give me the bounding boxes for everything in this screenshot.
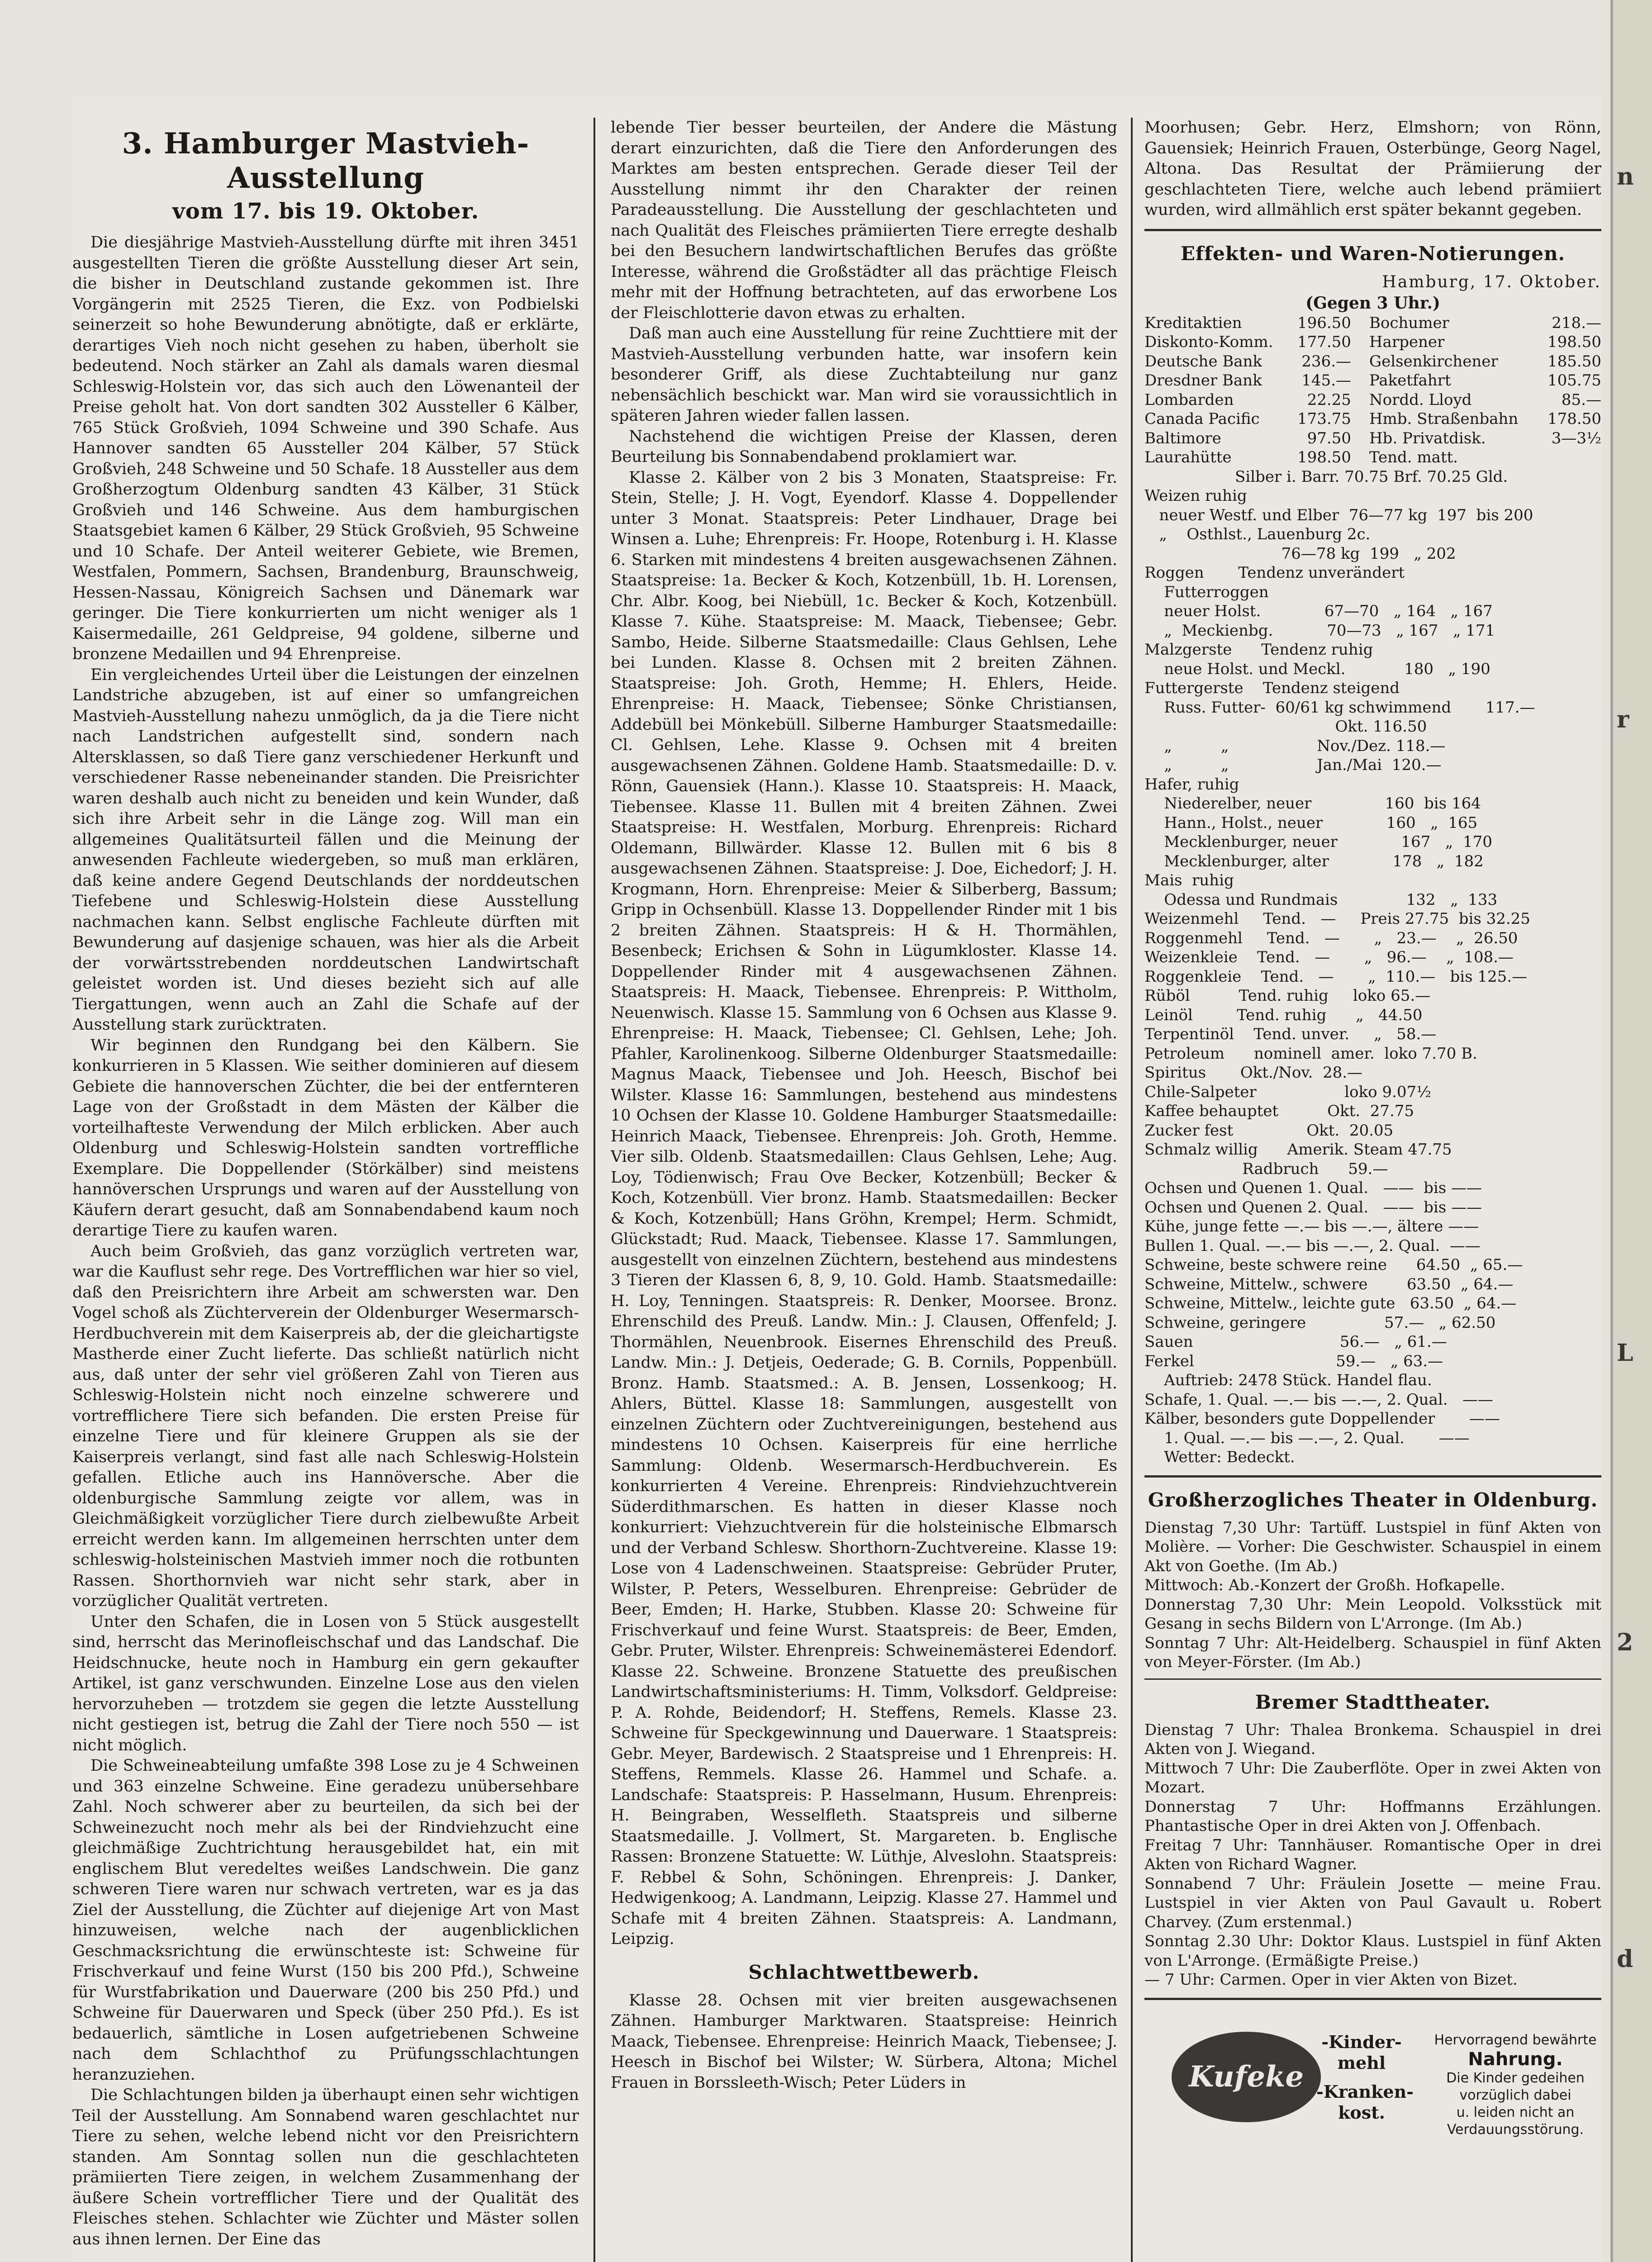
article-paragraph: Die Schweineabteilung umfaßte 398 Lose zu je 4 Schweinen und 363 einzelne Schweine. Eine geradezu unübersehbare Zahl. Noch schwerer aber zu beurteilen, da sich bei der Schweinezucht noch mehr als bei der Rindviehzucht eine gleichmäßige Zuchtrichtung herausgebildet hat, ein mit englischem Blut veredeltes weißes Landschwein. Die ganz schweren Tiere waren nur schwach vertreten, war es ja das Ziel der Ausstellung, die Züchter auf diejenige Art von Mast hinzuweisen, welche nach der augenblicklichen Geschmacksrichtung die erwünschteste ist: Schweine für Frischverkauf und feine Wurst (150 bis 200 Pfd.), Schweine für Wurstfabrikation und Dauerware (200 bis 250 Pfd.) und Schweine für Dauerwaren und Speck (über 250 Pfd.). Es ist bedauerlich, sämtliche in Losen aufgetriebenen Schweine nach dem Schlachthof zu Prüfungsschlachtungen heranzuziehen. [72, 1757, 579, 2084]
margin-mark: d [1617, 1945, 1633, 1973]
schlacht-text: Klasse 28. Ochsen mit vier breiten ausgewachsenen Zähnen. Hamburger Marktwaren. Staatspreise: Heinrich Maack, Tiebensee. Ehrenpreise: Heinrich Maack, Tiebensee; J. Heesch in Bischof bei Wilster; W. Sürbera, Altona; Michel Frauen in Borssleeth-Wisch; Peter Lüders in [611, 1991, 1117, 2092]
column-rule [1131, 118, 1133, 2262]
page-fold [1610, 0, 1613, 2262]
article-paragraph: Die Schlachtungen bilden ja überhaupt einen sehr wichtigen Teil der Ausstellung. Am Sonnabend waren geschlachtet nur Tiere zu sehen, welche lebend nicht vor den Preisrichtern standen. Am Sonntag sollen nun die geschlachteten prämiierten Tiere zeigen, in welchem Zusammenhang der äußere Schein vortrefflicher Tiere und der Qualität des Fleisches stehen. Schlachter wie Züchter und Mäster sollen aus ihnen lernen. Der Eine das [72, 2086, 579, 2248]
quotes-date: Hamburg, 17. Oktober. [1382, 272, 1601, 291]
ad-word-krankenkost: -Kranken- kost. [1316, 2081, 1414, 2123]
table-row: Canada Pacific 173.75 Hmb. Straßenbahn 178.50 [1144, 410, 1601, 428]
section-divider [1144, 1678, 1601, 1680]
table-row: Baltimore 97.50 Hb. Privatdisk. 3—3½ [1144, 429, 1601, 447]
section-divider [1144, 229, 1601, 231]
article-paragraph: Unter den Schafen, die in Losen von 5 Stück ausgestellt sind, herrscht das Merinofleischschaf und das Landschaf. Die Heidschnucke, heute noch in Hamburg ein gern gekaufter Artikel, ist ganz verschwunden. Einzelne Lose aus den vielen hervorzuheben — trotzdem sie gegen die letzte Ausstellung nicht gestiegen ist, betrug die Zahl der Tiere noch 550 — ist nicht möglich. [72, 1612, 579, 1754]
section-divider [1144, 1998, 1601, 2000]
article-subtitle: vom 17. bis 19. Oktober. [172, 199, 479, 224]
article-paragraph: Nachstehend die wichtigen Preise der Klassen, deren Beurteilung bis Sonnabendabend proklamiert war. [611, 427, 1117, 466]
margin-mark: L [1617, 1339, 1633, 1367]
margin-mark: 2 [1617, 1629, 1633, 1656]
column-1 [72, 118, 579, 2262]
newspaper-page [72, 95, 1601, 2262]
theater1-program: Dienstag 7,30 Uhr: Tartüff. Lustspiel in fünf Akten von Molière. — Vorher: Die Geschwister. Schauspiel in einem Akt von Goethe. (Im Ab.) Mittwoch: Ab.-Konzert der Großh. Hofkapelle. Donnerstag 7,30 Uhr: Mein Leopold. Volksstück mit Gesang in sechs Bildern von L'Arronge. (Im Ab.) Sonntag 7 Uhr: Alt-Heidelberg. Schauspiel in fünf Akten von Meyer-Förster. (Im Ab.) [1144, 1518, 1601, 1671]
theater2-program: Dienstag 7 Uhr: Thalea Bronkema. Schauspiel in drei Akten von J. Wiegand. Mittwoch 7 Uhr: Die Zauberflöte. Oper in zwei Akten von Mozart. Donnerstag 7 Uhr: Hoffmanns Erzählungen. Phantastische Oper in drei Akten von J. Offenbach. Freitag 7 Uhr: Tannhäuser. Romantische Oper in drei Akten von Richard Wagner. Sonnabend 7 Uhr: Fräulein Josette — meine Frau. Lustspiel in vier Akten von Paul Gavault u. Robert Charvey. (Zum erstenmal.) Sonntag 2.30 Uhr: Doktor Klaus. Lustspiel in fünf Akten von L'Arronge. (Ermäßigte Preise.) — 7 Uhr: Carmen. Oper in vier Akten von Bizet. [1144, 1720, 1601, 1989]
ad-text [1429, 2032, 1601, 2138]
kufeke-advertisement [1144, 2027, 1601, 2138]
article-paragraph: Die diesjährige Mastvieh-Ausstellung dürfte mit ihren 3451 ausgestellten Tieren die größte Ausstellung dieser Art sein, die bisher in Deutschland zustande gekommen ist. Ihre Vorgängerin mit 2525 Tieren, die Exz. von Podbielski seinerzeit so hohe Bewunderung abnötigte, daß er erklärte, derartiges Vieh noch nicht gesehen zu haben, überholt sie bedeutend. Noch stärker an Zahl als damals waren diesmal Schleswig-Holstein vor, das sich auch den Löwenanteil der Preise geholt hat. Von dort sandten 302 Aussteller 6 Kälber, 765 Stück Großvieh, 1094 Schweine und 390 Schafe. Aus Hannover sandten 65 Aussteller 204 Kälber, 57 Stück Großvieh, 248 Schweine und 50 Schafe. 18 Aussteller aus dem Großherzogtum Oldenburg sandten 43 Kälber, 31 Stück Großvieh und 146 Schweine. Aus dem hamburgischen Staatsgebiet kamen 6 Kälber, 29 Stück Großvieh, 95 Schweine und 10 Schafe. Der Anteil weiterer Gebiete, wie Bremen, Westfalen, Pommern, Sachsen, Brandenburg, Braunschweig, Hessen-Nassau, Königreich Sachsen und Dänemark war geringer. Die Tiere konkurrierten um nicht weniger als 1 Kaisermedaille, 261 Geldpreise, 94 goldene, silberne und bronzene Medaillen und 94 Ehrenpreise. [72, 233, 579, 663]
schlacht-title: Schlachtwettbewerb. [748, 1961, 980, 1983]
table-row: Diskonto-Komm. 177.50 Harpener 198.50 [1144, 333, 1601, 351]
column-3 [1144, 118, 1601, 2262]
article-title: 3. Hamburger Mastvieh-Ausstellung [122, 127, 530, 195]
adjacent-page-edge [1610, 0, 1652, 2262]
prize-list: Klasse 2. Kälber von 2 bis 3 Monaten, Staatspreise: Fr. Stein, Stelle; J. H. Vogt, Eyendorf. Klasse 4. Doppellender unter 3 Monat. Staatspreis: Peter Lindhauer, Drage bei Winsen a. Luhe; Ehrenpreis: Fr. Hoope, Rotenburg i. H. Klasse 6. Starken mit mindestens 4 breiten ausgewachsenen Zähnen. Staatspreise: 1a. Becker & Koch, Kotzenbüll, 1b. H. Lorensen, Chr. Albr. Koog, bei Niebüll, 1c. Becker & Koch, Kotzenbüll. Klasse 7. Kühe. Staatspreise: M. Maack, Tiebensee; Gebr. Sambo, Heide. Silberne Staatsmedaille: Claus Gehlsen, Lehe bei Lunden. Klasse 8. Ochsen mit 2 breiten Zähnen. Staatspreise: Joh. Groth, Hemme; H. Ehlers, Heide. Ehrenpreise: H. Maack, Tiebensee; Sönke Christiansen, Addebüll bei Mönkebüll. Silberne Hamburger Staatsmedaille: Cl. Gehlsen, Lehe. Klasse 9. Ochsen mit 4 breiten ausgewachsenen Zähnen. Goldene Hamb. Staatsmedaille: D. v. Rönn, Gauensiek (Hann.). Klasse 10. Staatspreis: H. Maack, Tiebensee. Klasse 11. Bullen mit 4 breiten Zähnen. Zwei Staatspreise: H. Westfalen, Morburg. Ehrenpreis: Richard Oldemann, Billwärder. Klasse 12. Bullen mit 6 bis 8 ausgewachsenen Zähnen. Staatspreise: J. Doe, Eichedorf; J. H. Krogmann, Horn. Ehrenpreise: Meier & Silberberg, Bassum; Gripp in Ochsenbüll. Klasse 13. Doppellender Rinder mit 1 bis 2 breiten Zähnen. Staatspreis: H & H. Thormählen, Besenbeck; Erichsen & Sohn in Lügumkloster. Klasse 14. Doppellender Rinder mit 4 ausgewachsenen Zähnen. Staatspreis: H. Maack, Tiebensee. Ehrenpreis: P. Wittholm, Neuenwisch. Klasse 15. Sammlung von 6 Ochsen aus Klasse 9. Ehrenpreise: H. Maack, Tiebensee; Cl. Gehlsen, Lehe; Joh. Pfahler, Karolinenkoog. Silberne Oldenburger Staatsmedaille: Magnus Maack, Tiebensee und Joh. Heesch, Bischof bei Wilster. Klasse 16: Sammlungen, bestehend aus mindestens 10 Ochsen der Klasse 10. Goldene Hamburger Staatsmedaille: Heinrich Maack, Tiebensee. Ehrenpreis: Joh. Groth, Hemme. Vier silb. Oldenb. Staatsmedaillen: Claus Gehlsen, Lehe; Aug. Loy, Tödienwisch; Frau Ove Becker, Kotzenbüll; Becker & Koch, Kotzenbüll. Vier bronz. Hamb. Staatsmedaillen: Becker & Koch, Kotzenbüll; Hans Gröhn, Krempel; Herm. Schmidt, Glückstadt; Rud. Maack, Tiebensee. Klasse 17. Sammlungen, ausgestellt von einzelnen Züchtern, bestehend aus mindestens 3 Tieren der Klassen 6, 8, 9, 10. Gold. Hamb. Staatsmedaille: H. Loy, Tenningen. Staatspreis: R. Denker, Moorsee. Bronz. Ehrenschild des Preuß. Landw. Min.: J. Clausen, Offenfeld; J. Thormählen, Neuenbrook. Eisernes Ehrenschild des Preuß. Landw. Min.: J. Detjeis, Oederade; G. B. Cornils, Poppenbüll. Bronz. Hamb. Staatsmed.: A. B. Jensen, Lossenkoog; H. Ahlers, Büttel. Klasse 18: Sammlungen, ausgestellt von einzelnen Züchtern oder Zuchtvereinigungen, bestehend aus mindestens 10 Ochsen. Kaiserpreis für eine herrliche Sammlung: Oldenb. Wesermarsch-Herdbuchverein. Es konkurrierten 4 Vereine. Ehrenpreis: Rindviehzuchtverein Süderdithmarschen. Es hatten in dieser Klasse noch konkurriert: Viehzuchtverein für die holsteinische Elbmarsch und der Verband Schlesw. Shorthorn-Zuchtvereine. Klasse 19: Lose von 4 Ladenschweinen. Staatspreise: Gebrüder Pruter, Wilster, P. Peters, Wesselburen. Ehrenpreise: Gebrüder de Beer, Emden; H. Harke, Stubben. Klasse 20: Schweine für Frischverkauf und feine Wurst. Staatspreis: de Beer, Emden, Gebr. Pruter, Wilster. Ehrenpreis: Schweinemästerei Edendorf. Klasse 22. Schweine. Bronzene Statuette des preußischen Landwirtschaftsministeriums: H. Timm, Volksdorf. Geldpreise: P. A. Rohde, Beidendorf; H. Steffens, Remels. Klasse 23. Schweine für Speckgewinnung und Dauerware. 1 Staatspreis: Gebr. Meyer, Bardewisch. 2 Staatspreise und 1 Ehrenpreis: H. Steffens, Remmels. Klasse 26. Hammel und Schafe. a. Landschafe: Staatspreis: P. Hasselmann, Husum. Ehrenpreis: H. Beingraben, Wesselfleth. Staatspreis und silberne Staatsmedaille. J. Vollmert, St. Margareten. b. Englische Rassen: Bronzene Statuette: W. Lüthje, Alveslohn. Staatspreis: F. Rebbel & Sohn, Schöningen. Ehrenpreis: J. Danker, Hedwigenkoog; A. Landmann, Leipzig. Klasse 27. Hammel und Schafe mit 4 breiten Zähnen. Staatspreis: A. Landmann, Leipzig. [611, 468, 1117, 1948]
column-2 [611, 118, 1117, 2262]
table-row: Kreditaktien 196.50 Bochumer 218.— [1144, 314, 1601, 332]
article-paragraph: Daß man auch eine Ausstellung für reine Zuchttiere mit der Mastvieh-Ausstellung verbunden hatte, war insofern kein besonderer Griff, als diese Zuchtabteilung nur ganz nebensächlich beschickt war. Man wird sie voraussichtlich in späteren Jahren wieder fallen lassen. [611, 324, 1117, 425]
table-row: Laurahütte 198.50 Tend. matt. [1144, 448, 1458, 466]
article-paragraph: Wir beginnen den Rundgang bei den Kälbern. Sie konkurrieren in 5 Klassen. Wie seither dominieren auf diesem Gebiete die hannoverschen Züchter, die bei der entfernteren Lage von der Großstadt in dem Mästen der Kälber die vorteilhafteste Verwendung der Milch erblicken. Aber auch Oldenburg und Schleswig-Holstein sandten vortreffliche Exemplare. Die Doppellender (Störkälber) sind meistens hannöverschen Ursprungs und waren auf der Ausstellung von Käufern derart gesucht, daß am Sonnabendabend kaum noch derartige Tiere zu kaufen waren. [72, 1036, 579, 1240]
quotes-time: (Gegen 3 Uhr.) [1305, 293, 1440, 313]
article-paragraph: lebende Tier besser beurteilen, der Andere die Mästung derart einzurichten, daß die Tiere den Anforderungen des Marktes am besten entsprechen. Gerade dieser Teil der Ausstellung nimmt ihr den Charakter der reinen Paradeausstellung. Die Ausstellung der geschlachteten und nach Qualität des Fleisches prämiierten Tiere erregte deshalb bei den Besuchern landwirtschaftlichen Berufes das größte Interesse, während die Großstädter all das prächtige Fleisch mehr mit der Hoffnung betrachteten, auf das erworbene Los der Fleischlotterie davon etwas zu erhalten. [611, 119, 1117, 322]
article-paragraph: Auch beim Großvieh, das ganz vorzüglich vertreten war, war die Kauflust sehr rege. Des Vortrefflichen war hier so viel, daß den Preisrichtern ihre Arbeit am schwersten war. Den Vogel schoß als Züchterverein der Oldenburger Wesermarsch-Herdbuchverein mit dem Kaiserpreis ab, der die gleichartigste Mastherde einer Zucht lieferte. Das schließt natürlich nicht aus, daß unter der sehr viel größeren Zahl von Tieren aus Schleswig-Holstein nicht noch einzelne schwerere und vortrefflichere Tiere sich befanden. Die ersten Preise für einzelne Tiere und für kleinere Gruppen als sie der Kaiserpreis verlangt, sind fast alle nach Schleswig-Holstein gefallen. Etliche auch ins Hannöversche. Aber die oldenburgische Sammlung zeigte vor allem, was in Gleichmäßigkeit vorzüglicher Tiere durch zielbewußte Arbeit erreicht werden kann. Im allgemeinen herrschten unter dem schleswig-holsteinischen Mastvieh immer noch die rotbunten Rassen. Shorthornvieh war nicht sehr stark, aber in vorzüglicher Qualität vertreten. [72, 1242, 579, 1610]
ad-word-kindermehl: -Kinder- mehl [1321, 2031, 1402, 2073]
table-row: Dresdner Bank 145.— Paketfahrt 105.75 [1144, 371, 1601, 390]
section-divider [1144, 1475, 1601, 1478]
column-rule [593, 118, 595, 2262]
kufeke-logo: Kufeke [1172, 2032, 1321, 2122]
quotes-title: Effekten- und Waren-Notierungen. [1180, 242, 1566, 265]
theater1-title: Großherzogliches Theater in Oldenburg. [1148, 1488, 1598, 1511]
article-continuation: Moorhusen; Gebr. Herz, Elmshorn; von Rönn, Gauensiek; Heinrich Frauen, Osterbünge, Georg Nagel, Altona. Das Resultat der Prämiierung der geschlachteten Tiere, welche auch lebend prämiiert wurden, wird allmählich erst später bekannt gegeben. [1144, 119, 1601, 219]
ad-line: Hervorragend bewährte [1434, 2032, 1597, 2048]
stock-table [1144, 314, 1601, 467]
article-paragraph: Ein vergleichendes Urteil über die Leistungen der einzelnen Landstriche abzugeben, ist auf einer so umfangreichen Mastvieh-Ausstellung nahezu unmöglich, da ja die Tiere nicht nach Landstrichen aufgestellt sind, sondern nach Altersklassen, so daß Tiere ganz verschiedener Herkunft und verschiedener Rasse nebeneinander standen. Die Preisrichter waren deshalb auch nicht zu beneiden und kein Wunder, daß sich ihre Arbeit sehr in die Länge zog. Will man ein allgemeines Qualitätsurteil fällen und die Meinung der anwesenden Fachleute wiedergeben, so muß man erklären, daß keine andere Gegend Deutschlands der norddeutschen Tiefebene und Schleswig-Holstein diese Ausstellung nachmachen kann. Selbst englische Fachleute dürften mit Bewunderung auf dasjenige schauen, was hier als die Arbeit der vorwärtsstrebenden norddeutschen Landwirtschaft geleistet worden ist. Und dieses bezieht sich auf alle Tiergattungen, wenn auch an Zahl die Schafe auf der Ausstellung stark zurücktraten. [72, 665, 579, 1034]
table-row: Deutsche Bank 236.— Gelsenkirchener 185.50 [1144, 352, 1601, 371]
margin-mark: r [1617, 706, 1629, 733]
ad-line: Nahrung. [1468, 2048, 1563, 2070]
silver-quote: Silber i. Barr. 70.75 Brf. 70.25 Gld. [1235, 467, 1508, 486]
margin-mark: n [1617, 163, 1634, 190]
ad-line: Die Kinder gedeihen vorzüglich dabei u. leiden nicht an Verdauungsstörung. [1446, 2070, 1585, 2138]
table-row: Lombarden 22.25 Nordd. Lloyd 85.— [1144, 390, 1601, 409]
theater2-title: Bremer Stadttheater. [1255, 1691, 1491, 1713]
commodity-quotes: Weizen ruhig neuer Westf. und Elber 76—77 kg 197 bis 200 „ Osthlst., Lauenburg 2c. 76—78 kg 199 „ 202 Roggen Tendenz unverändert Futterroggen neuer Holst. 67—70 „ 164 „ 167 „ Meckienbg. 70—73 „ 167 „ 171 Malzgerste Tendenz ruhig neue Holst. und Meckl. 180 „ 190 Futtergerste Tendenz steigend Russ. Futter- 60/61 kg schwimmend 117.— Okt. 116.50 „ „ Nov./Dez. 118.— „ „ Jan./Mai 120.— Hafer, ruhig Niederelber, neuer 160 bis 164 Hann., Holst., neuer 160 „ 165 Mecklenburger, neuer 167 „ 170 Mecklenburger, alter 178 „ 182 Mais ruhig Odessa und Rundmais 132 „ 133 Weizenmehl Tend. — Preis 27.75 bis 32.25 Roggenmehl Tend. — „ 23.— „ 26.50 Weizenkleie Tend. — „ 96.— „ 108.— Roggenkleie Tend. — „ 110.— bis 125.— Rüböl Tend. ruhig loko 65.— Leinöl Tend. ruhig „ 44.50 Terpentinöl Tend. unver. „ 58.— Petroleum nominell amer. loko 7.70 B. Spiritus Okt./Nov. 28.— Chile-Salpeter loko 9.07½ Kaffee behauptet Okt. 27.75 Zucker fest Okt. 20.05 Schmalz willig Amerik. Steam 47.75 Radbruch 59.— Ochsen und Quenen 1. Qual. —— bis —— Ochsen und Quenen 2. Qual. —— bis —— Kühe, junge fette —.— bis —.—, ältere —— Bullen 1. Qual. —.— bis —.—, 2. Qual. —— Schweine, beste schwere reine 64.50 „ 65.— Schweine, Mittelw., schwere 63.50 „ 64.— Schweine, Mittelw., leichte gute 63.50 „ 64.— Schweine, geringere 57.— „ 62.50 Sauen 56.— „ 61.— Ferkel 59.— „ 63.— Auftrieb: 2478 Stück. Handel flau. Schafe, 1. Qual. —.— bis —.—, 2. Qual. —— Kälber, besonders gute Doppellender —— 1. Qual. —.— bis —.—, 2. Qual. —— Wetter: Bedeckt. [1144, 487, 1535, 1466]
